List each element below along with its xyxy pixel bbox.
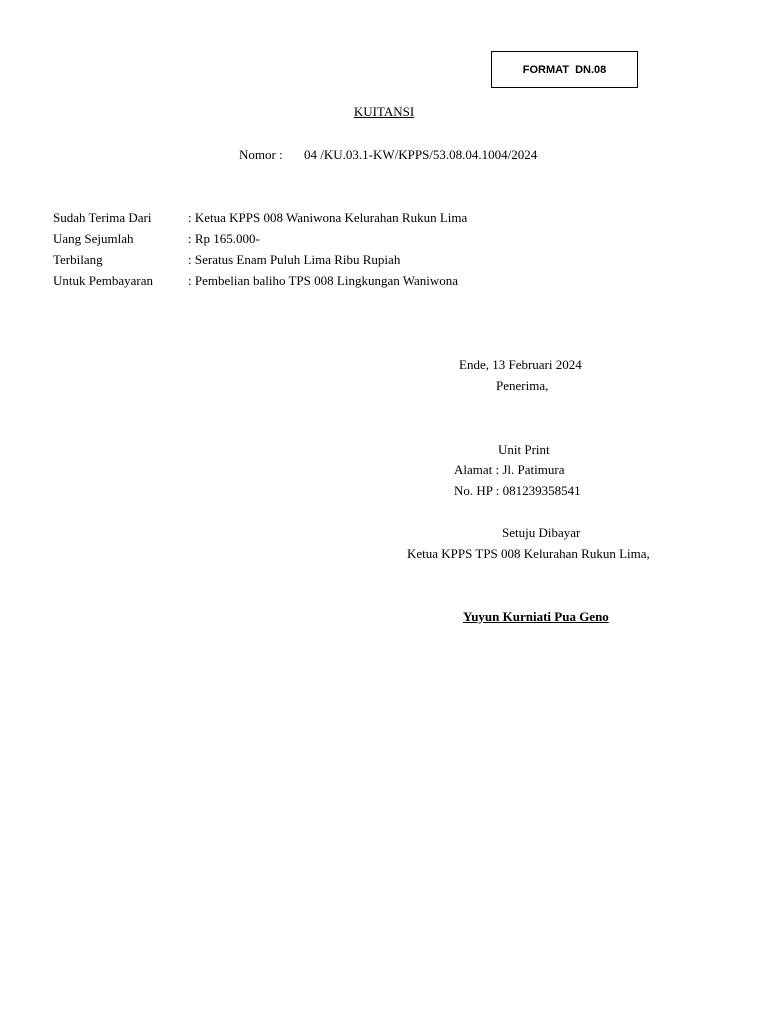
field-value-amount-in-words: : Seratus Enam Puluh Lima Ribu Rupiah — [188, 252, 401, 267]
approval-label: Setuju Dibayar — [502, 525, 581, 540]
field-value-received-from: : Ketua KPPS 008 Waniwona Kelurahan Rukun Lima — [188, 210, 468, 225]
field-label-amount: Uang Sejumlah — [53, 231, 134, 246]
field-value-amount: : Rp 165.000- — [188, 231, 260, 246]
vendor-phone: No. HP : 081239358541 — [454, 483, 581, 498]
field-label-amount-in-words: Terbilang — [53, 252, 103, 267]
field-label-payment-for: Untuk Pembayaran — [53, 273, 154, 288]
field-label-received-from: Sudah Terima Dari — [53, 210, 152, 225]
format-code-box: FORMAT DN.08 — [491, 51, 638, 88]
approver-name: Yuyun Kurniati Pua Geno — [463, 609, 609, 624]
vendor-name: Unit Print — [498, 442, 550, 457]
vendor-address: Alamat : Jl. Patimura — [454, 462, 565, 477]
nomor-value: 04 /KU.03.1-KW/KPPS/53.08.04.1004/2024 — [304, 147, 538, 162]
field-value-payment-for: : Pembelian baliho TPS 008 Lingkungan Waniwona — [188, 273, 459, 288]
nomor-label: Nomor : — [239, 147, 283, 162]
document-title: KUITANSI — [353, 104, 415, 119]
receiver-label: Penerima, — [496, 378, 549, 393]
place-date: Ende, 13 Februari 2024 — [459, 357, 582, 372]
approver-title: Ketua KPPS TPS 008 Kelurahan Rukun Lima, — [407, 546, 650, 561]
